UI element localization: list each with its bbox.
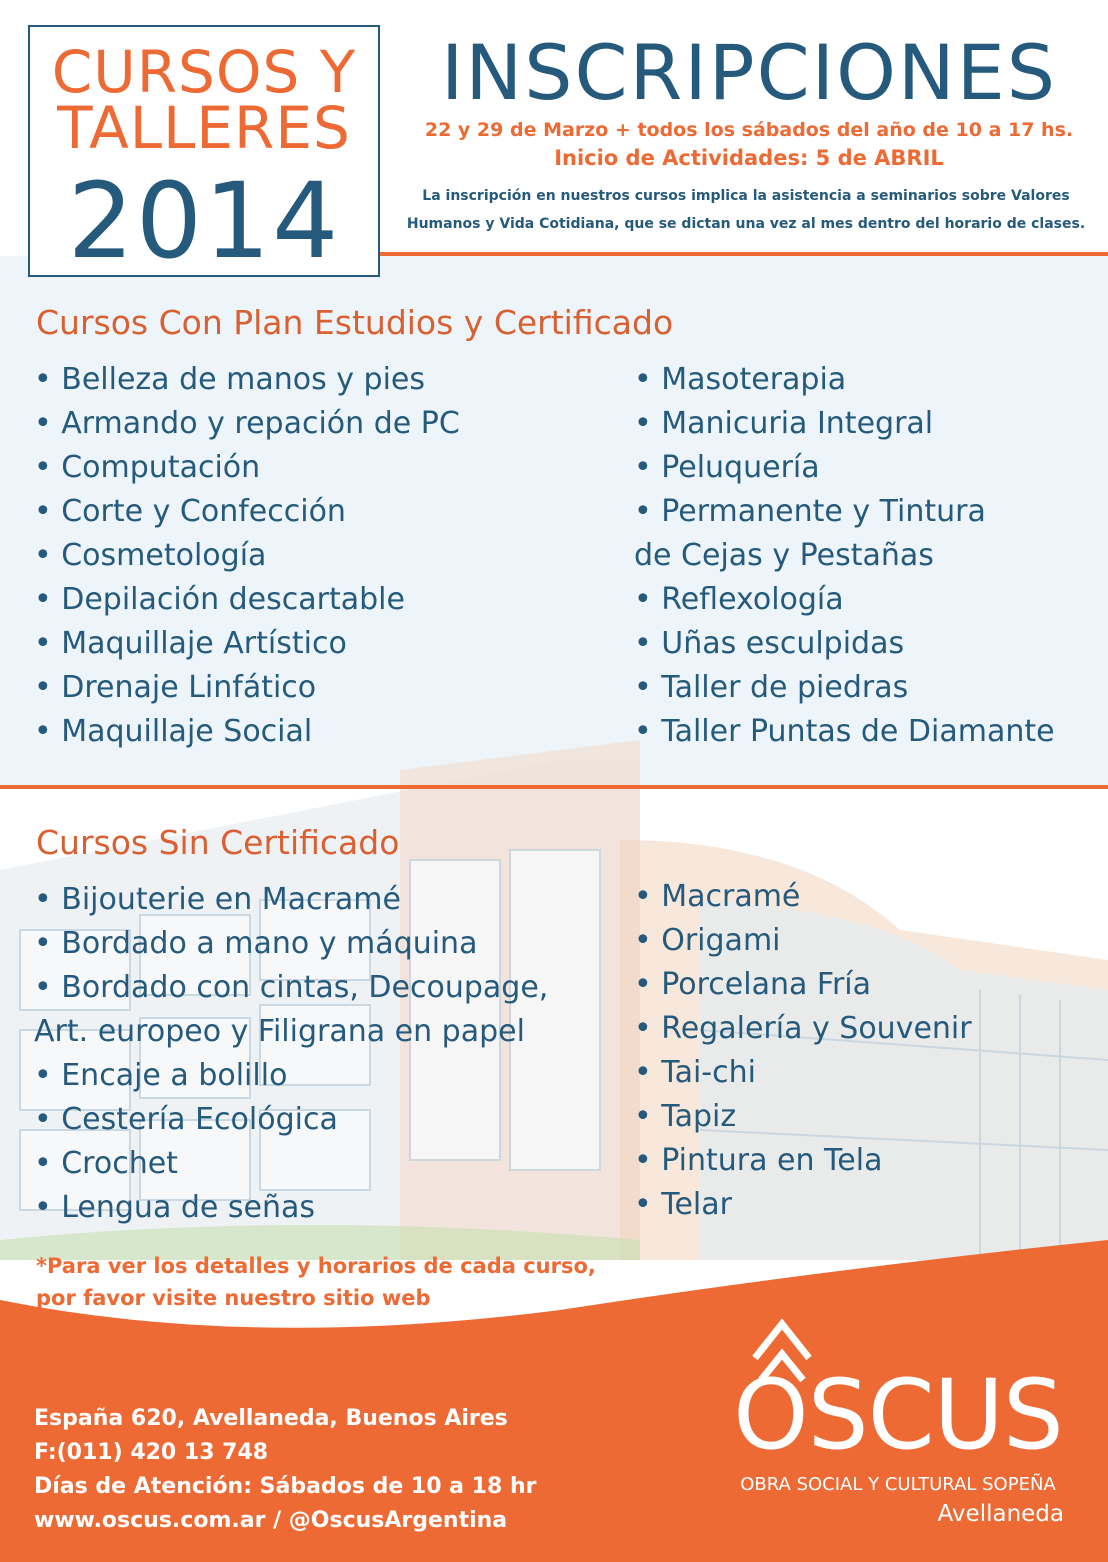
section-divider xyxy=(0,785,1108,789)
list-item: • Pintura en Tela xyxy=(634,1143,883,1178)
list-item: • Regalería y Souvenir xyxy=(634,1011,972,1046)
opening-hours: Días de Atención: Sábados de 10 a 18 hr xyxy=(34,1474,537,1499)
list-item: • Macramé xyxy=(634,879,801,914)
list-item: • Porcelana Fría xyxy=(634,967,872,1002)
uncertified-list-right xyxy=(634,875,972,1227)
list-item: • Cosmetología xyxy=(34,538,267,573)
oscus-logo-text: OSCUS xyxy=(733,1359,1063,1471)
list-item: • Manicuria Integral xyxy=(634,406,934,441)
list-item: • Taller de piedras xyxy=(634,670,909,705)
list-item: • Bijouterie en Macramé xyxy=(34,882,401,917)
activities-start: Inicio de Actividades: 5 de ABRIL xyxy=(554,146,944,170)
list-item: • Maquillaje Artístico xyxy=(34,626,347,661)
list-item: • Corte y Confección xyxy=(34,494,346,529)
list-item: • Lengua de señas xyxy=(34,1190,316,1225)
list-item: • Bordado a mano y máquina xyxy=(34,926,478,961)
contact-block xyxy=(34,1402,536,1538)
list-item: • Tai-chi xyxy=(634,1055,756,1090)
uncertified-section-title: Cursos Sin Certificado xyxy=(36,823,400,862)
list-item: • Crochet xyxy=(34,1146,178,1181)
header-divider xyxy=(380,252,1108,256)
list-item: • Encaje a bolillo xyxy=(34,1058,288,1093)
seminar-note-line1: La inscripción en nuestros cursos implica la asistencia a seminarios sobre Valores xyxy=(422,188,1070,204)
list-item: • Depilación descartable xyxy=(34,582,405,617)
list-item: • Peluquería xyxy=(634,450,820,485)
website-footnote xyxy=(36,1250,596,1314)
certified-section-title: Cursos Con Plan Estudios y Certificado xyxy=(36,303,674,342)
list-item: Art. europeo y Filigrana en papel xyxy=(34,1014,525,1049)
list-item: • Computación xyxy=(34,450,261,485)
list-item: • Cestería Ecológica xyxy=(34,1102,338,1137)
certified-list-left xyxy=(34,358,460,754)
oscus-logo-subtitle: OBRA SOCIAL Y CULTURAL SOPEÑA xyxy=(740,1474,1056,1495)
website-link[interactable]: www.oscus.com.ar / @OscusArgentina xyxy=(34,1508,508,1533)
list-item: • Origami xyxy=(634,923,781,958)
title-box xyxy=(28,25,380,282)
list-item: • Permanente y Tintura xyxy=(634,494,986,529)
list-item: • Drenaje Linfático xyxy=(34,670,317,705)
title-box-line2: TALLERES xyxy=(57,94,351,162)
title-box-line1: CURSOS Y xyxy=(51,38,357,106)
address: España 620, Avellaneda, Buenos Aires xyxy=(34,1406,508,1431)
list-item: • Bordado con cintas, Decoupage, xyxy=(34,970,549,1005)
oscus-logo-city: Avellaneda xyxy=(937,1501,1064,1527)
list-item: de Cejas y Pestañas xyxy=(634,538,934,573)
list-item: • Tapiz xyxy=(634,1099,737,1134)
certified-list-right xyxy=(634,358,1055,754)
seminar-note-line2: Humanos y Vida Cotidiana, que se dictan una vez al mes dentro del horario de clases. xyxy=(406,216,1086,232)
list-item: • Belleza de manos y pies xyxy=(34,362,425,397)
uncertified-list-left xyxy=(34,878,548,1230)
inscripciones-heading: INSCRIPCIONES xyxy=(440,28,1058,117)
list-item: • Uñas esculpidas xyxy=(634,626,905,661)
list-item: • Telar xyxy=(634,1187,732,1222)
seminar-note xyxy=(386,182,1106,238)
phone: F:(011) 420 13 748 xyxy=(34,1440,269,1465)
list-item: • Taller Puntas de Diamante xyxy=(634,714,1055,749)
list-item: • Maquillaje Social xyxy=(34,714,313,749)
title-box-year: 2014 xyxy=(67,160,341,282)
registration-dates: 22 y 29 de Marzo + todos los sábados del año de 10 a 17 hs. xyxy=(424,119,1074,141)
footnote-line1: *Para ver los detalles y horarios de cada curso, xyxy=(36,1254,596,1278)
list-item: • Armando y repación de PC xyxy=(34,406,460,441)
footnote-line2: por favor visite nuestro sitio web xyxy=(36,1286,431,1310)
list-item: • Masoterapia xyxy=(634,362,847,397)
list-item: • Reflexología xyxy=(634,582,844,617)
